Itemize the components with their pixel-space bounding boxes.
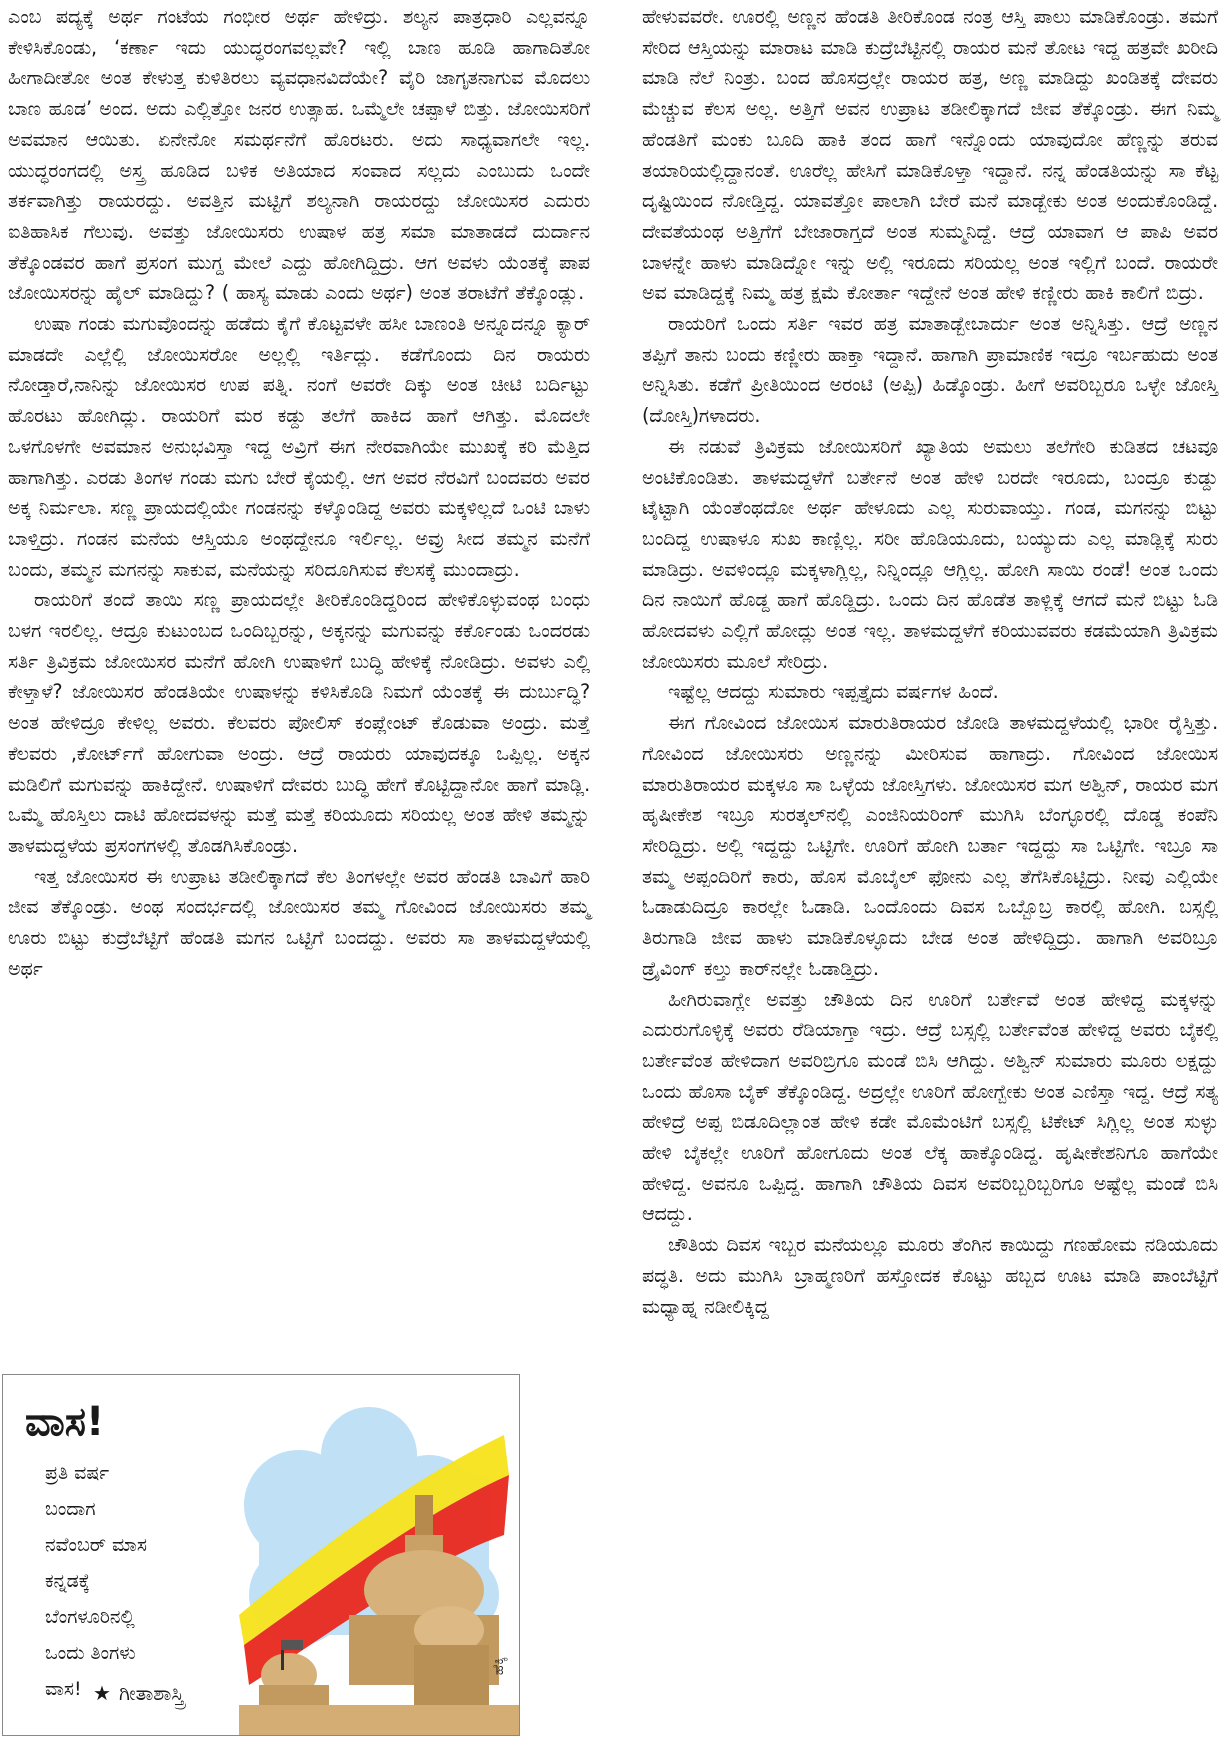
poem-line: ವಾಸ! xyxy=(45,1678,82,1700)
poem-box xyxy=(2,1374,520,1736)
poem-line: ನವೆಂಬರ್ ಮಾಸ xyxy=(45,1534,147,1556)
paragraph: ಇಷ್ಟೆಲ್ಲ ಆದದ್ದು ಸುಮಾರು ಇಪ್ಪತ್ತೈದು ವರ್ಷಗಳ ಹಿಂದೆ. xyxy=(668,680,999,704)
poem-author xyxy=(93,1681,184,1705)
poem-body xyxy=(45,1455,147,1707)
paragraph: ರಾಯರಿಗೆ ಒಂದು ಸರ್ತಿ ಇವರ ಹತ್ರ ಮಾತಾಡ್ಬೇಬಾರ್ದು ಅಂತ ಅನ್ನಿಸಿತ್ತು. ಆದ್ರೆ ಅಣ್ಣನ ತಪ್ಪಿಗೆ ತಾನು ಬಂದು ಕಣ್ಣೀರು ಹಾಕ್ತಾ ಇದ್ದಾನೆ. ಹಾಗಾಗಿ ಪ್ರಾಮಾಣಿಕ ಇದ್ರೂ ಇರ್ಬಹುದು ಅಂತ ಅನ್ನಿಸಿತು. ಕಡೆಗೆ ಪ್ರೀತಿಯಿಂದ ಅರಂಟಿ (ಅಪ್ಪಿ) ಹಿಡ್ಕೊಂಡ್ರು. ಹೀಗೆ ಅವರಿಬ್ಬರೂ ಒಳ್ಳೇ ಜೋಸ್ತಿ (ದೋಸ್ತಿ)ಗಳಾದರು. xyxy=(642,312,1218,428)
paragraph: ಇತ್ತ ಜೋಯಿಸರ ಈ ಉಪ್ರಾಟ ತಡೀಲಿಕ್ಕಾಗದೆ ಕೆಲ ತಿಂಗಳಲ್ಲೇ ಅವರ ಹೆಂಡತಿ ಬಾವಿಗೆ ಹಾರಿ ಜೀವ ತೆಕ್ಕೊಂಡ್ರು. ಅಂಥ ಸಂದರ್ಭದಲ್ಲಿ ಜೋಯಿಸರ ತಮ್ಮ ಗೋವಿಂದ ಜೋಯಿಸರು ತಮ್ಮ ಊರು ಬಿಟ್ಟು ಕುದ್ರೆಬೆಟ್ಟಿಗೆ ಹೆಂಡತಿ ಮಗನ ಒಟ್ಟಿಗೆ ಬಂದದ್ದು. ಅವರು ಸಾ ತಾಳಮದ್ದಳೆಯಲ್ಲಿ ಅರ್ಥ xyxy=(8,864,590,980)
artist-signature: ಹೆಕ್ಕಿ xyxy=(491,1656,507,1675)
paragraph: ರಾಯರಿಗೆ ತಂದೆ ತಾಯಿ ಸಣ್ಣ ಪ್ರಾಯದಲ್ಲೇ ತೀರಿಕೊಂಡಿದ್ದರಿಂದ ಹೇಳಿಕೊಳ್ಳುವಂಥ ಬಂಧು ಬಳಗ ಇರಲಿಲ್ಲ. ಆದ್ರೂ ಕುಟುಂಬದ ಒಂದಿಬ್ಬರನ್ನು, ಅಕ್ಕನನ್ನು ಮಗುವನ್ನು ಕರ್ಕೊಂಡು ಒಂದರಡು ಸರ್ತಿ ತ್ರಿವಿಕ್ರಮ ಜೋಯಿಸರ ಮನೆಗೆ ಹೋಗಿ ಉಷಾಳಿಗೆ ಬುದ್ಧಿ ಹೇಳಿಕ್ಕೆ ನೋಡಿದ್ರು. ಅವಳು ಎಲ್ಲಿ ಕೇಳ್ತಾಳೆ? ಜೋಯಿಸರ ಹೆಂಡತಿಯೇ ಉಷಾಳನ್ನು ಕಳಿಸಿಕೊಡಿ ನಿಮಗೆ ಯೆಂತಕ್ಕೆ ಈ ದುರ್ಬುದ್ಧಿ? ಅಂತ ಹೇಳಿದ್ರೂ ಕೇಳಿಲ್ಲ ಅವರು. ಕೆಲವರು ಪೋಲಿಸ್ ಕಂಪ್ಲೇಂಟ್ ಕೊಡುವಾ ಅಂದ್ರು. ಮತ್ತೆ ಕೆಲವರು ,ಕೋರ್ಟ್‌ಗೆ ಹೋಗುವಾ ಅಂದ್ರು. ಆದ್ರೆ ರಾಯರು ಯಾವುದಕ್ಕೂ ಒಪ್ಪಿಲ್ಲ. ಅಕ್ಕನ ಮಡಿಲಿಗೆ ಮಗುವನ್ನು ಹಾಕಿದ್ದೇನೆ. ಉಷಾಳಿಗೆ ದೇವರು ಬುದ್ಧಿ ಹೇಗೆ ಕೊಟ್ಟಿದ್ದಾನೋ ಹಾಗೆ ಮಾಡ್ಲಿ. ಒಮ್ಮೆ ಹೊಸ್ತಿಲು ದಾಟಿ ಹೋದವಳನ್ನು ಮತ್ತೆ ಮತ್ತೆ ಕರಿಯೂದು ಸರಿಯಲ್ಲ ಅಂತ ಹೇಳಿ ತಮ್ಮನ್ನು ತಾಳಮದ್ದಳೆಯ ಪ್ರಸಂಗಗಳಲ್ಲಿ ತೊಡಗಿಸಿಕೊಂಡ್ರು. xyxy=(8,588,590,857)
poem-line: ಪ್ರತಿ ವರ್ಷ xyxy=(45,1462,110,1484)
poem-line: ಬೆಂಗಳೂರಿನಲ್ಲಿ xyxy=(45,1606,135,1628)
right-column xyxy=(642,2,1218,1322)
left-column xyxy=(8,2,590,985)
paragraph: ಈ ನಡುವೆ ತ್ರಿವಿಕ್ರಮ ಜೋಯಿಸರಿಗೆ ಖ್ಯಾತಿಯ ಅಮಲು ತಲೆಗೇರಿ ಕುಡಿತದ ಚಟವೂ ಅಂಟಿಕೊಂಡಿತು. ತಾಳಮದ್ದಳೆಗೆ ಬರ್ತೇನೆ ಅಂತ ಹೇಳಿ ಬರದೇ ಇರೂದು, ಬಂದ್ರೂ ಕುಡ್ದು ಟೈಟ್ಟಾಗಿ ಯೆಂತೆಂಥದೋ ಅರ್ಥ ಹೇಳೂದು ಎಲ್ಲ ಸುರುವಾಯ್ತು. ಗಂಡ, ಮಗನನ್ನು ಬಿಟ್ಟು ಬಂದಿದ್ದ ಉಷಾಳೂ ಸುಖ ಕಾಣ್ಲಿಲ್ಲ. ಸರೀ ಹೊಡಿಯೂದು, ಬಯ್ಯುದು ಎಲ್ಲ ಮಾಡ್ಲಿಕ್ಕೆ ಸುರು ಮಾಡಿದ್ರು. ಅವಳಿಂದ್ಲೂ ಮಕ್ಕಳಾಗ್ಲಿಲ್ಲ, ನಿನ್ನಿಂದ್ಲೂ ಆಗ್ಲಿಲ್ಲ. ಹೋಗಿ ಸಾಯಿ ರಂಡೆ! ಅಂತ ಒಂದು ದಿನ ನಾಯಿಗೆ ಹೊಡ್ದ ಹಾಗೆ ಹೊಡ್ದಿದ್ರು. ಒಂದು ದಿನ ಹೊಡೆತ ತಾಳ್ಲಿಕ್ಕೆ ಆಗದೆ ಮನೆ ಬಿಟ್ಟು ಓಡಿ ಹೋದವಳು ಎಲ್ಲಿಗೆ ಹೋದ್ಲು ಅಂತ ಇಲ್ಲ. ತಾಳಮದ್ದಳೆಗೆ ಕರಿಯುವವರು ಕಡಮೆಯಾಗಿ ತ್ರಿವಿಕ್ರಮ ಜೋಯಿಸರು ಮೂಲೆ ಸೇರಿದ್ರು. xyxy=(642,434,1218,673)
paragraph: ಎಂಬ ಪದ್ಯಕ್ಕೆ ಅರ್ಥ ಗಂಟೆಯ ಗಂಭೀರ ಅರ್ಥ ಹೇಳಿದ್ರು. ಶಲ್ಯನ ಪಾತ್ರಧಾರಿ ಎಲ್ಲವನ್ನೂ ಕೇಳಿಸಿಕೊಂಡು, ‘ಕರ್ಣಾ ಇದು ಯುದ್ಧರಂಗವಲ್ಲವೇ? ಇಲ್ಲಿ ಬಾಣ ಹೂಡಿ ಹಾಗಾದಿತೋ ಹೀಗಾದೀತೋ ಅಂತ ಕೇಳುತ್ತ ಕುಳಿತಿರಲು ವ್ಯವಧಾನವಿದೆಯೇ? ವೈರಿ ಜಾಗೃತನಾಗುವ ಮೊದಲು ಬಾಣ ಹೂಡ’ ಅಂದ. ಅದು ಎಲ್ಲಿತ್ತೋ ಜನರ ಉತ್ಸಾಹ. ಒಮ್ಮೆಲೇ ಚಪ್ಪಾಳೆ ಬಿತ್ತು. ಜೋಯಿಸರಿಗೆ ಅವಮಾನ ಆಯಿತು. ಏನೇನೋ ಸಮರ್ಥನೆಗೆ ಹೊರಟರು. ಅದು ಸಾಧ್ಯವಾಗಲೇ ಇಲ್ಲ. ಯುದ್ಧರಂಗದಲ್ಲಿ ಅಸ್ತ್ರ ಹೂಡಿದ ಬಳಿಕ ಅತಿಯಾದ ಸಂವಾದ ಸಲ್ಲದು ಎಂಬುದು ಒಂದೇ ತರ್ಕವಾಗಿತ್ತು ರಾಯರದ್ದು. ಅವತ್ತಿನ ಮಟ್ಟಿಗೆ ಶಲ್ಯನಾಗಿ ರಾಯರದ್ದು ಜೋಯಿಸರ ಎದುರು ಐತಿಹಾಸಿಕ ಗೆಲುವು. ಅವತ್ತು ಜೋಯಿಸರು ಉಷಾಳ ಹತ್ರ ಸಮಾ ಮಾತಾಡದೆ ದುರ್ದಾನ ತೆಕ್ಕೊಂಡವರ ಹಾಗೆ ಪ್ರಸಂಗ ಮುಗ್ದ ಮೇಲೆ ಎದ್ದು ಹೋಗಿದ್ದಿದ್ರು. ಆಗ ಅವಳು ಯೆಂತಕ್ಕೆ ಪಾಪ ಜೋಯಿಸರನ್ನು ಹೈಲ್ ಮಾಡಿದ್ದು? ( ಹಾಸ್ಯ ಮಾಡು ಎಂದು ಅರ್ಥ) ಅಂತ ತರಾಟೆಗೆ ತೆಕ್ಕೊಂಡ್ಲು. xyxy=(8,5,590,305)
poem-line: ಬಂದಾಗ xyxy=(45,1498,96,1520)
paragraph: ಈಗ ಗೋವಿಂದ ಜೋಯಿಸ ಮಾರುತಿರಾಯರ ಜೋಡಿ ತಾಳಮದ್ದಳೆಯಲ್ಲಿ ಭಾರೀ ರೈಸ್ತಿತ್ತು. ಗೋವಿಂದ ಜೋಯಿಸರು ಅಣ್ಣನನ್ನು ಮೀರಿಸುವ ಹಾಗಾದ್ರು. ಗೋವಿಂದ ಜೋಯಿಸ ಮಾರುತಿರಾಯರ ಮಕ್ಕಳೂ ಸಾ ಒಳ್ಳೆಯ ಜೋಸ್ತಿಗಳು. ಜೋಯಿಸರ ಮಗ ಅಶ್ವಿನ್, ರಾಯರ ಮಗ ಹೃಷೀಕೇಶ ಇಬ್ರೂ ಸುರತ್ಕಲ್‌ನಲ್ಲಿ ಎಂಜಿನಿಯರಿಂಗ್ ಮುಗಿಸಿ ಬೆಂಗ್ಳೂರಲ್ಲಿ ದೊಡ್ಡ ಕಂಪೆನಿ ಸೇರಿದ್ದಿದ್ರು. ಅಲ್ಲಿ ಇದ್ದದ್ದು ಒಟ್ಟಿಗೇ. ಊರಿಗೆ ಹೋಗಿ ಬರ್ತಾ ಇದ್ದದ್ದು ಸಾ ಒಟ್ಟಿಗೇ. ಇಬ್ರೂ ಸಾ ತಮ್ಮ ಅಪ್ಪಂದಿರಿಗೆ ಕಾರು, ಹೊಸ ಮೊಬೈಲ್ ಫೋನು ಎಲ್ಲ ತೆಗೆಸಿಕೊಟ್ಟಿದ್ರು. ನೀವು ಎಲ್ಲಿಯೇ ಓಡಾಡುದಿದ್ರೂ ಕಾರಲ್ಲೇ ಓಡಾಡಿ. ಒಂದೊಂದು ದಿವಸ ಒಬ್ಬೊಬ್ರ ಕಾರಲ್ಲಿ ಹೋಗಿ. ಬಸ್ಸಲ್ಲಿ ತಿರುಗಾಡಿ ಜೀವ ಹಾಳು ಮಾಡಿಕೊಳ್ಳೂದು ಬೇಡ ಅಂತ ಹೇಳಿದ್ದಿದ್ರು. ಹಾಗಾಗಿ ಅವರಿಬ್ರೂ ಡ್ರೈವಿಂಗ್ ಕಲ್ತು ಕಾರ್‌ನಲ್ಲೇ ಓಡಾಡ್ತಿದ್ರು. xyxy=(642,711,1218,980)
paragraph: ಹೀಗಿರುವಾಗ್ಲೇ ಅವತ್ತು ಚೌತಿಯ ದಿನ ಊರಿಗೆ ಬರ್ತೇವೆ ಅಂತ ಹೇಳಿದ್ದ ಮಕ್ಕಳನ್ನು ಎದುರುಗೊಳ್ಳಿಕ್ಕೆ ಅವರು ರೆಡಿಯಾಗ್ತಾ ಇದ್ರು. ಆದ್ರೆ ಬಸ್ಸಲ್ಲಿ ಬರ್ತೇವೆಂತ ಹೇಳಿದ್ದ ಅವರು ಬೈಕಲ್ಲಿ ಬರ್ತೇವೆಂತ ಹೇಳಿದಾಗ ಅವರಿಬ್ರಿಗೂ ಮಂಡೆ ಬಿಸಿ ಆಗಿದ್ದು. ಅಶ್ವಿನ್ ಸುಮಾರು ಮೂರು ಲಕ್ಷದ್ದು ಒಂದು ಹೊಸಾ ಬೈಕ್ ತೆಕ್ಕೊಂಡಿದ್ದ. ಅದ್ರಲ್ಲೇ ಊರಿಗೆ ಹೋಗ್ಬೇಕು ಅಂತ ಎಣಿಸ್ತಾ ಇದ್ದ. ಆದ್ರೆ ಸತ್ಯ ಹೇಳಿದ್ರೆ ಅಪ್ಪ ಬಿಡೂದಿಲ್ಲಾಂತ ಹೇಳಿ ಕಡೇ ಮೊಮೆಂಟಿಗೆ ಬಸ್ಸಲ್ಲಿ ಟಿಕೇಟ್ ಸಿಗ್ಲಿಲ್ಲ ಅಂತ ಸುಳ್ಳು ಹೇಳಿ ಬೈಕಲ್ಲೇ ಊರಿಗೆ ಹೋಗೂದು ಅಂತ ಲೆಕ್ಕ ಹಾಕ್ಕೊಂಡಿದ್ದ. ಹೃಷೀಕೇಶನಿಗೂ ಹಾಗೆಯೇ ಹೇಳಿದ್ದ. ಅವನೂ ಒಪ್ಪಿದ್ದ. ಹಾಗಾಗಿ ಚೌತಿಯ ದಿವಸ ಅವರಿಬ್ಬರಿಬ್ಬರಿಗೂ ಅಷ್ಟೆಲ್ಲ ಮಂಡೆ ಬಿಸಿ ಆದದ್ದು. xyxy=(642,987,1218,1226)
paragraph: ಹೇಳುವವರೇ. ಊರಲ್ಲಿ ಅಣ್ಣನ ಹೆಂಡತಿ ತೀರಿಕೊಂಡ ನಂತ್ರ ಆಸ್ತಿ ಪಾಲು ಮಾಡಿಕೊಂಡ್ರು. ತಮಗೆ ಸೇರಿದ ಆಸ್ತಿಯನ್ನು ಮಾರಾಟ ಮಾಡಿ ಕುದ್ರೆಬೆಟ್ಟಿನಲ್ಲಿ ರಾಯರ ಮನೆ ತೋಟ ಇದ್ದ ಹತ್ರವೇ ಖರೀದಿ ಮಾಡಿ ನೆಲೆ ನಿಂತ್ರು. ಬಂದ ಹೊಸದ್ರಲ್ಲೇ ರಾಯರ ಹತ್ರ, ಅಣ್ಣ ಮಾಡಿದ್ದು ಖಂಡಿತಕ್ಕೆ ದೇವರು ಮೆಚ್ಚುವ ಕೆಲಸ ಅಲ್ಲ. ಅತ್ತಿಗೆ ಅವನ ಉಪ್ರಾಟ ತಡೀಲಿಕ್ಕಾಗದೆ ಜೀವ ತೆಕ್ಕೊಂಡ್ರು. ಈಗ ನಿಮ್ಮ ಹೆಂಡತಿಗೆ ಮಂಕು ಬೂದಿ ಹಾಕಿ ತಂದ ಹಾಗೆ ಇನ್ನೊಂದು ಯಾವುದೋ ಹೆಣ್ಣನ್ನು ತರುವ ತಯಾರಿಯಲ್ಲಿದ್ದಾನಂತೆ. ಊರೆಲ್ಲ ಹೇಸಿಗೆ ಮಾಡಿಕೊಳ್ತಾ ಇದ್ದಾನೆ. ನನ್ನ ಹೆಂಡತಿಯನ್ನು ಸಾ ಕೆಟ್ಟ ದೃಷ್ಟಿಯಿಂದ ನೋಡ್ತಿದ್ದ. ಯಾವತ್ತೋ ಪಾಲಾಗಿ ಬೇರೆ ಮನೆ ಮಾಡ್ಬೇಕು ಅಂತ ಅಂದುಕೊಂಡಿದ್ದೆ. ದೇವತೆಯಂಥ ಅತ್ತಿಗೆಗೆ ಬೇಜಾರಾಗ್ತದೆ ಅಂತ ಸುಮ್ಮನಿದ್ದೆ. ಆದ್ರೆ ಯಾವಾಗ ಆ ಪಾಪಿ ಅವರ ಬಾಳನ್ನೇ ಹಾಳು ಮಾಡಿದ್ನೋ ಇನ್ನು ಅಲ್ಲಿ ಇರೂದು ಸರಿಯಲ್ಲ ಅಂತ ಇಲ್ಲಿಗೆ ಬಂದೆ. ರಾಯರೇ ಅವ ಮಾಡಿದ್ದಕ್ಕೆ ನಿಮ್ಮ ಹತ್ರ ಕ್ಷಮೆ ಕೋರ್ತಾ ಇದ್ದೇನೆ ಅಂತ ಹೇಳಿ ಕಣ್ಣೀರು ಹಾಕಿ ಕಾಲಿಗೆ ಬಿದ್ರು. xyxy=(642,5,1218,305)
author-name: ಗೀತಾಶಾಸ್ತ್ರಿ xyxy=(118,1681,185,1705)
poem-line: ಒಂದು ತಿಂಗಳು xyxy=(45,1642,136,1664)
poem-line: ಕನ್ನಡಕ್ಕೆ xyxy=(45,1570,90,1592)
paragraph: ಉಷಾ ಗಂಡು ಮಗುವೊಂದನ್ನು ಹಡೆದು ಕೈಗೆ ಕೊಟ್ಟವಳೇ ಹಸೀ ಬಾಣಂತಿ ಅನ್ನೂದನ್ನೂ ಕ್ಯಾರ್ ಮಾಡದೇ ಎಲ್ಲೆಲ್ಲಿ ಜೋಯಿಸರೋ ಅಲ್ಲಲ್ಲಿ ಇರ್ತಿದ್ಲು. ಕಡೆಗೊಂದು ದಿನ ರಾಯರು ನೋಡ್ತಾರೆ,ನಾನಿನ್ನು ಜೋಯಿಸರ ಉಪ ಪತ್ನಿ. ನಂಗೆ ಅವರೇ ದಿಕ್ಕು ಅಂತ ಚೀಟಿ ಬರ್ದಿಟ್ಟು ಹೊರಟು ಹೋಗಿದ್ಲು. ರಾಯರಿಗೆ ಮರ ಕಡ್ದು ತಲೆಗೆ ಹಾಕಿದ ಹಾಗೆ ಆಗಿತ್ತು. ಮೊದಲೇ ಒಳಗೊಳಗೇ ಅವಮಾನ ಅನುಭವಿಸ್ತಾ ಇದ್ದ ಅವ್ರಿಗೆ ಈಗ ನೇರವಾಗಿಯೇ ಮುಖಕ್ಕೆ ಕರಿ ಮೆತ್ತಿದ ಹಾಗಾಗಿತ್ತು. ಎರಡು ತಿಂಗಳ ಗಂಡು ಮಗು ಬೇರೆ ಕೈಯಲ್ಲಿ. ಆಗ ಅವರ ನೆರವಿಗೆ ಬಂದವರು ಅವರ ಅಕ್ಕ ನಿರ್ಮಲಾ. ಸಣ್ಣ ಪ್ರಾಯದಲ್ಲಿಯೇ ಗಂಡನನ್ನು ಕಳ್ಕೊಂಡಿದ್ದ ಅವರು ಮಕ್ಕಳಿಲ್ಲದೆ ಒಂಟಿ ಬಾಳು ಬಾಳ್ತಿದ್ರು. ಗಂಡನ ಮನೆಯ ಆಸ್ತಿಯೂ ಅಂಥದ್ದೇನೂ ಇರ್ಲಿಲ್ಲ. ಅವ್ರು ಸೀದ ತಮ್ಮನ ಮನೆಗೆ ಬಂದು, ತಮ್ಮನ ಮಗನನ್ನು ಸಾಕುವ, ಮನೆಯನ್ನು ಸರಿದೂಗಿಸುವ ಕೆಲಸಕ್ಕೆ ಮುಂದಾದ್ರು. xyxy=(8,312,590,581)
paragraph: ಚೌತಿಯ ದಿವಸ ಇಬ್ಬರ ಮನೆಯಲ್ಲೂ ಮೂರು ತೆಂಗಿನ ಕಾಯಿದ್ದು ಗಣಹೋಮ ನಡಿಯೂದು ಪದ್ಧತಿ. ಅದು ಮುಗಿಸಿ ಬ್ರಾಹ್ಮಣರಿಗೆ ಹಸ್ತೋದಕ ಕೊಟ್ಟು ಹಬ್ಬದ ಊಟ ಮಾಡಿ ಪಾಂಬೆಟ್ಟಿಗೆ ಮಧ್ಯಾಹ್ನ ನಡೀಲಿಕ್ಕಿದ್ದ xyxy=(642,1233,1218,1318)
star-icon: ★ xyxy=(93,1681,111,1705)
poem-title: ವಾಸ! xyxy=(25,1399,105,1445)
vidhana-soudha-illustration xyxy=(219,1395,519,1735)
